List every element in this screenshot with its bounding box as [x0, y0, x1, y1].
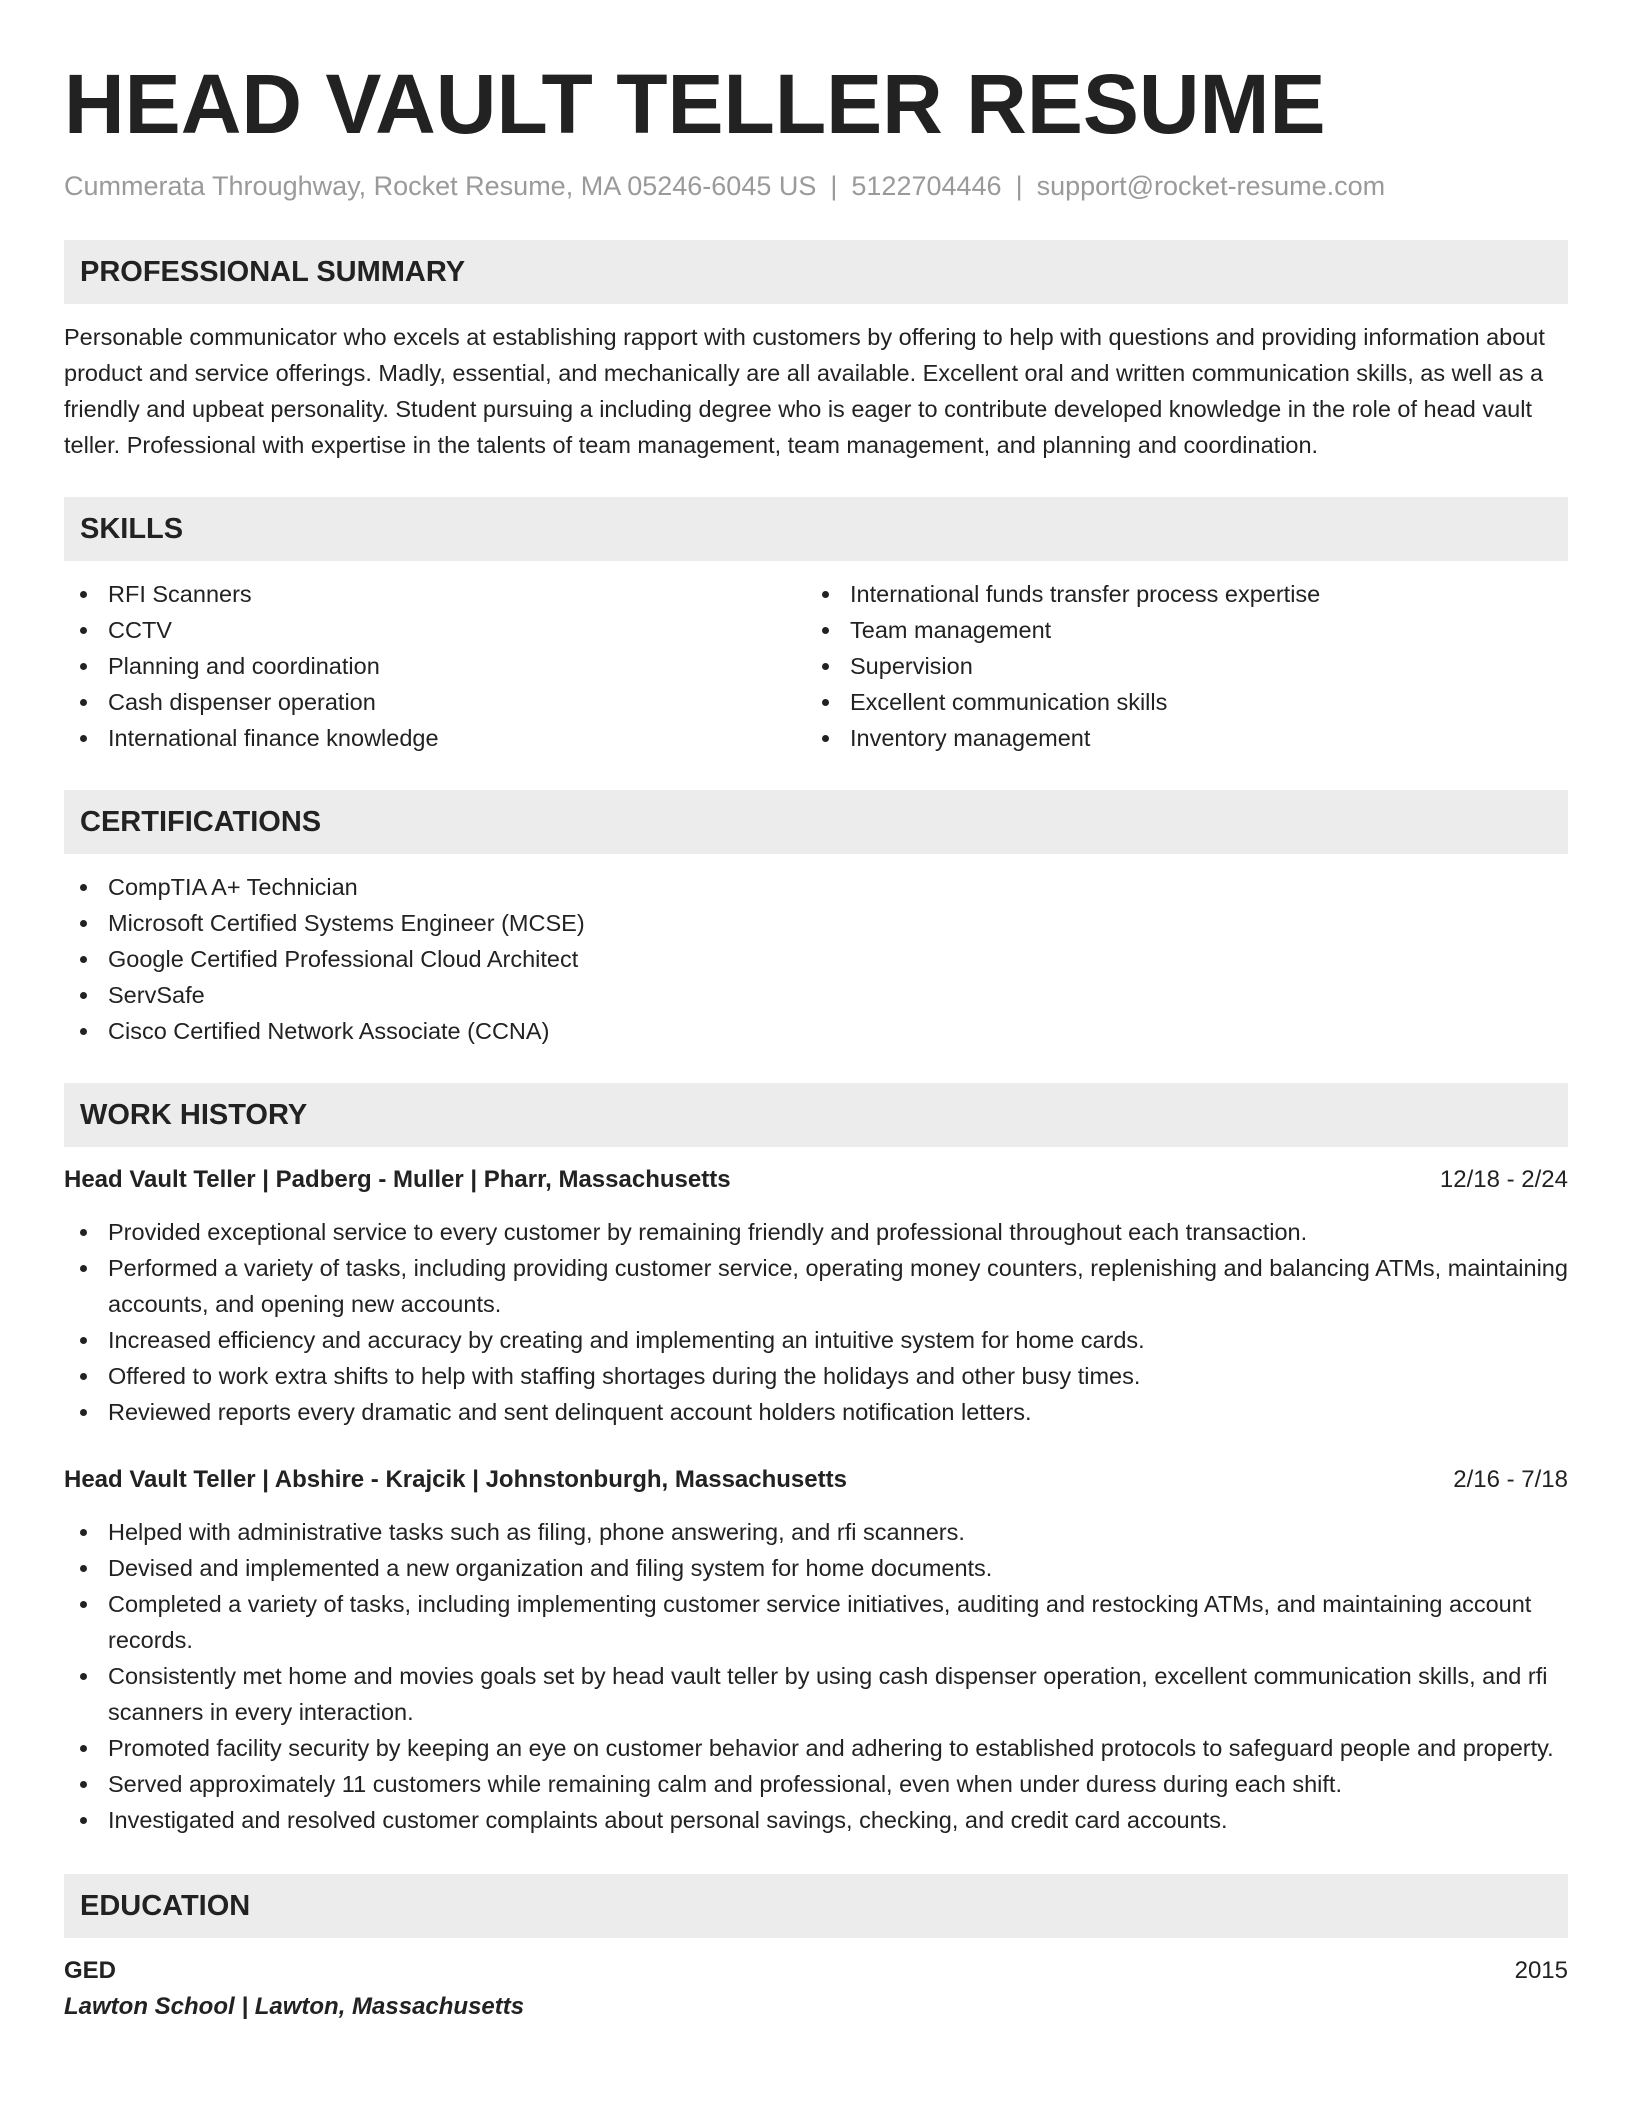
list-item: Microsoft Certified Systems Engineer (MCSE) [64, 905, 1568, 941]
contact-line [64, 168, 1568, 204]
contact-address: Cummerata Throughway, Rocket Resume, MA 05246-6045 US [64, 171, 817, 201]
list-item: Provided exceptional service to every customer by remaining friendly and professional throughout each transaction. [64, 1214, 1568, 1250]
list-item: Team management [806, 612, 1548, 648]
list-item: Devised and implemented a new organization and filing system for home documents. [64, 1550, 1568, 1586]
certifications-heading: CERTIFICATIONS [64, 790, 1568, 854]
list-item: Performed a variety of tasks, including providing customer service, operating money counters, replenishing and balancing ATMs, maintaining accounts, and opening new accounts. [64, 1250, 1568, 1322]
job-entry [64, 1462, 1568, 1838]
education-school: Lawton School | Lawton, Massachusetts [64, 1993, 525, 2020]
list-item: Increased efficiency and accuracy by creating and implementing an intuitive system for home cards. [64, 1322, 1568, 1358]
education-entry [64, 1953, 1568, 2025]
list-item: Planning and coordination [64, 648, 806, 684]
skills-list-right [806, 576, 1548, 756]
work-history-heading: WORK HISTORY [64, 1083, 1568, 1147]
list-item: Cisco Certified Network Associate (CCNA) [64, 1013, 1568, 1049]
list-item: International finance knowledge [64, 720, 806, 756]
education-header [64, 1953, 1568, 1989]
job-entry [64, 1162, 1568, 1430]
skills-list-left [64, 576, 806, 756]
skills-heading: SKILLS [64, 497, 1568, 561]
list-item: International funds transfer process expertise [806, 576, 1548, 612]
page-title: HEAD VAULT TELLER RESUME [64, 57, 1326, 151]
list-item: Completed a variety of tasks, including implementing customer service initiatives, auditing and restocking ATMs, and maintaining account records. [64, 1586, 1568, 1658]
list-item: Served approximately 11 customers while remaining calm and professional, even when under duress during each shift. [64, 1766, 1568, 1802]
list-item: Promoted facility security by keeping an eye on customer behavior and adhering to established protocols to safeguard people and property. [64, 1730, 1568, 1766]
job-title: Head Vault Teller | Abshire - Krajcik | Johnstonburgh, Massachusetts [64, 1466, 847, 1493]
resume-page [64, 56, 1568, 2025]
list-item: Inventory management [806, 720, 1548, 756]
list-item: Cash dispenser operation [64, 684, 806, 720]
contact-email: support@rocket-resume.com [1036, 171, 1386, 201]
education-heading: EDUCATION [64, 1874, 1568, 1938]
list-item: Supervision [806, 648, 1548, 684]
contact-separator: | [830, 171, 838, 201]
job-header [64, 1462, 1568, 1498]
list-item: Helped with administrative tasks such as filing, phone answering, and rfi scanners. [64, 1514, 1568, 1550]
job-header [64, 1162, 1568, 1198]
list-item: Offered to work extra shifts to help with staffing shortages during the holidays and other busy times. [64, 1358, 1568, 1394]
skills-grid [64, 576, 1568, 756]
summary-heading: PROFESSIONAL SUMMARY [64, 240, 1568, 304]
contact-separator: | [1015, 171, 1023, 201]
contact-phone: 5122704446 [851, 171, 1002, 201]
job-title: Head Vault Teller | Padberg - Muller | Pharr, Massachusetts [64, 1166, 731, 1193]
list-item: ServSafe [64, 977, 1568, 1013]
education-degree: GED [64, 1957, 117, 1984]
summary-text: Personable communicator who excels at establishing rapport with customers by offering to help with questions and providing information about product and service offerings. Madly, essential, and mechanically are all available. Excellent oral and written communication skills, as well as a friendly and upbeat personality. Student pursuing a including degree who is eager to contribute developed knowledge in the role of head vault teller. Professional with expertise in the talents of team management, team management, and planning and coordination. [64, 324, 1545, 458]
list-item: Reviewed reports every dramatic and sent delinquent account holders notification letters. [64, 1394, 1568, 1430]
list-item: CompTIA A+ Technician [64, 869, 1568, 905]
list-item: CCTV [64, 612, 806, 648]
certifications-list [64, 869, 1568, 1049]
list-item: Investigated and resolved customer complaints about personal savings, checking, and credit card accounts. [64, 1802, 1568, 1838]
list-item: Consistently met home and movies goals set by head vault teller by using cash dispenser operation, excellent communication skills, and rfi scanners in every interaction. [64, 1658, 1568, 1730]
education-year: 2015 [1514, 1957, 1568, 1984]
list-item: Google Certified Professional Cloud Architect [64, 941, 1568, 977]
list-item: RFI Scanners [64, 576, 806, 612]
job-dates: 12/18 - 2/24 [1439, 1166, 1568, 1193]
job-dates: 2/16 - 7/18 [1453, 1466, 1568, 1493]
job-bullets [64, 1514, 1568, 1838]
job-bullets [64, 1214, 1568, 1430]
list-item: Excellent communication skills [806, 684, 1548, 720]
